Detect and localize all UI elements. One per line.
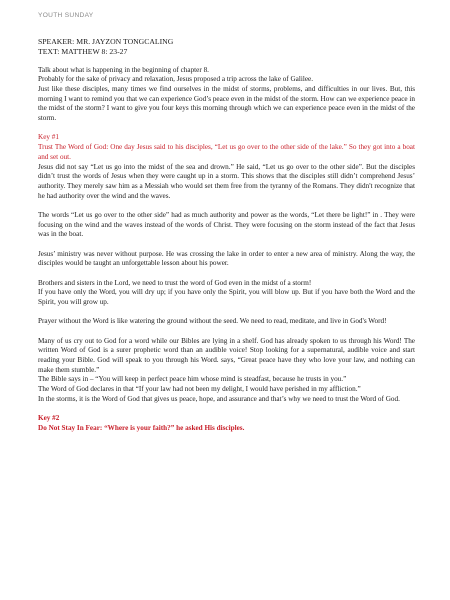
speaker-line: SPEAKER: MR. JAYZON TONGCALING bbox=[38, 37, 174, 46]
body-paragraph: The Bible says in – “You will keep in perfect peace him whose mind is steadfast, because he trusts in you.” bbox=[38, 375, 347, 384]
body-paragraph: The words “Let us go over to the other side” had as much authority and power as the words, “Let there be light!” in . They were focusing on the wind and the waves instead of the words of Christ. They were focusing on the storm instead of the fact that Jesus was in the boat. bbox=[38, 210, 415, 239]
scripture-reference: TEXT: MATTHEW 8: 23-27 bbox=[38, 46, 128, 56]
body-paragraph: Prayer without the Word is like watering the ground without the seed. We need to read, meditate, and live in God's Word! bbox=[38, 317, 387, 326]
body-paragraph: If you have only the Word, you will dry up; if you have only the Spirit, you will blow up. But if you have both the Word and the Spirit, you will grow up. bbox=[38, 288, 415, 307]
intro-paragraph: Probably for the sake of privacy and relaxation, Jesus proposed a trip across the lake of Galilee. bbox=[38, 75, 314, 84]
key1-label: Key #1 bbox=[38, 133, 59, 142]
intro-paragraph: Talk about what is happening in the beginning of chapter 8. bbox=[38, 65, 209, 74]
key2-label: Key #2 bbox=[38, 414, 60, 423]
body-paragraph: Brothers and sisters in the Lord, we need to trust the word of God even in the midst of a storm! bbox=[38, 278, 312, 287]
body-paragraph: Many of us cry out to God for a word while our Bibles are lying in a shelf. God has already spoken to us through his Word! The written Word of God is a surer prophetic word than an audible voice! Stop looking for a supernatural, audible voice and start reading your Bible. God will speak to you through his Word. says, “Great peace have they who love your law, and nothing can make them stumble.” bbox=[38, 336, 415, 374]
intro-paragraph: Just like these disciples, many times we find ourselves in the midst of storms, problems, and difficulties in our lives. But, this morning I want to remind you that we can experience God’s peace even in the midst of the storm. How can we experience peace in the midst of the storm? I want to give you four keys this morning through which we can experience peace even in the midst of the storm. bbox=[38, 85, 415, 123]
body-paragraph: Jesus did not say “Let us go into the midst of the sea and drown.” He said, “Let us go over to the other side”. But the disciples didn’t trust the words of Jesus when they were caught up in a storm. This shows that the disciples still didn’t comprehend Jesus’ authority. They merely saw him as a Messiah who would set them free from the tyranny of the Romans. They didn't recognize that he had authority over the wind and the waves. bbox=[38, 162, 415, 200]
body-paragraph: The Word of God declares in that “If your law had not been my delight, I would have perished in my affliction.” bbox=[38, 385, 361, 394]
key1-title: Trust The Word of God: One day Jesus said to his disciples, “Let us go over to the other side of the lake.” So they got into a boat and set out. bbox=[38, 143, 415, 161]
page-header: YOUTH SUNDAY bbox=[38, 12, 94, 19]
body-paragraph: In the storms, it is the Word of God that gives us peace, hope, and assurance and that’s why we need to trust the Word of God. bbox=[38, 394, 400, 403]
body-paragraph: Jesus’ ministry was never without purpose. He was crossing the lake in order to enter a new area of ministry. Along the way, the disciples would be taught an unforgettable lesson about his power. bbox=[38, 249, 415, 268]
key2-title: Do Not Stay In Fear: “Where is your faith?” he asked His disciples. bbox=[38, 423, 245, 432]
